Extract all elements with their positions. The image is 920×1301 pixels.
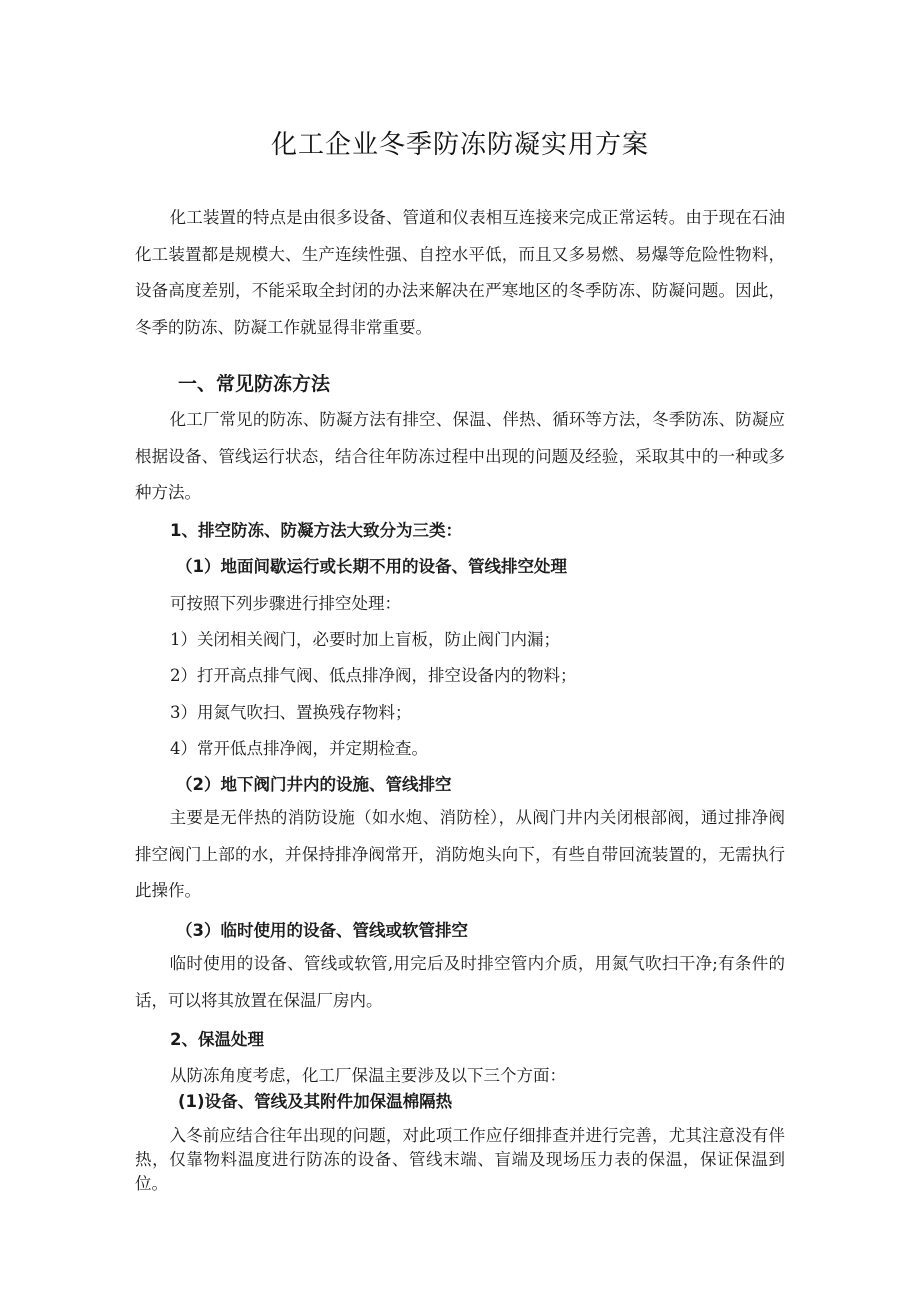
step-2: 2）打开高点排气阀、低点排净阀，排空设备内的物料； [170,666,577,685]
step-3: 3）用氮气吹扫、置换残存物料； [170,703,412,722]
sub2-lead: 从防冻角度考虑，化工厂保温主要涉及以下三个方面： [170,1066,566,1085]
sub2-1-paragraph: 入冬前应结合往年出现的问题，对此项工作应仔细排查并进行完善，尤其注意没有伴热，仅靠物料温度进行防冻的设备、管线末端、盲端及现场压力表的保温，保证保温到位。 [135,1126,785,1193]
section1-heading: 一、常见防冻方法 [178,373,331,395]
intro-paragraph: 化工装置的特点是由很多设备、管道和仪表相互连接来完成正常运转。由于现在石油化工装置都是规模大、生产连续性强、自控水平低，而且又多易燃、易爆等危险性物料，设备高度差别，不能采取全封闭的办法来解决在严寒地区的冬季防冻、防凝问题。因此，冬季的防冻、防凝工作就显得非常重要。 [135,208,785,337]
step-4: 4）常开低点排净阀，并定期检查。 [170,739,428,758]
sub1-3-heading: （3）临时使用的设备、管线或软管排空 [176,921,468,940]
sub2-heading: 2、保温处理 [170,1030,264,1049]
sub1-1-heading: （1）地面间歇运行或长期不用的设备、管线排空处理 [176,557,567,576]
step-1: 1）关闭相关阀门，必要时加上盲板，防止阀门内漏； [170,630,560,649]
sub1-heading: 1、排空防冻、防凝方法大致分为三类： [170,521,462,540]
sub1-2-heading: （2）地下阀门井内的设施、管线排空 [176,775,452,794]
sub1-1-lead: 可按照下列步骤进行排空处理： [170,594,401,613]
section1-paragraph: 化工厂常见的防冻、防凝方法有排空、保温、伴热、循环等方法，冬季防冻、防凝应根据设备、管线运行状态，结合往年防冻过程中出现的问题及经验，采取其中的一种或多种方法。 [135,410,785,502]
sub1-2-paragraph: 主要是无伴热的消防设施（如水炮、消防栓），从阀门井内关闭根部阀，通过排净阀排空阀门上部的水，并保持排净阀常开，消防炮头向下，有些自带回流装置的，无需执行此操作。 [135,808,785,900]
sub1-3-paragraph: 临时使用的设备、管线或软管,用完后及时排空管内介质，用氮气吹扫干净;有条件的话，可以将其放置在保温厂房内。 [135,954,785,1010]
document-title: 化工企业冬季防冻防凝实用方案 [270,130,649,160]
sub2-1-heading: (1)设备、管线及其附件加保温棉隔热 [178,1092,453,1111]
